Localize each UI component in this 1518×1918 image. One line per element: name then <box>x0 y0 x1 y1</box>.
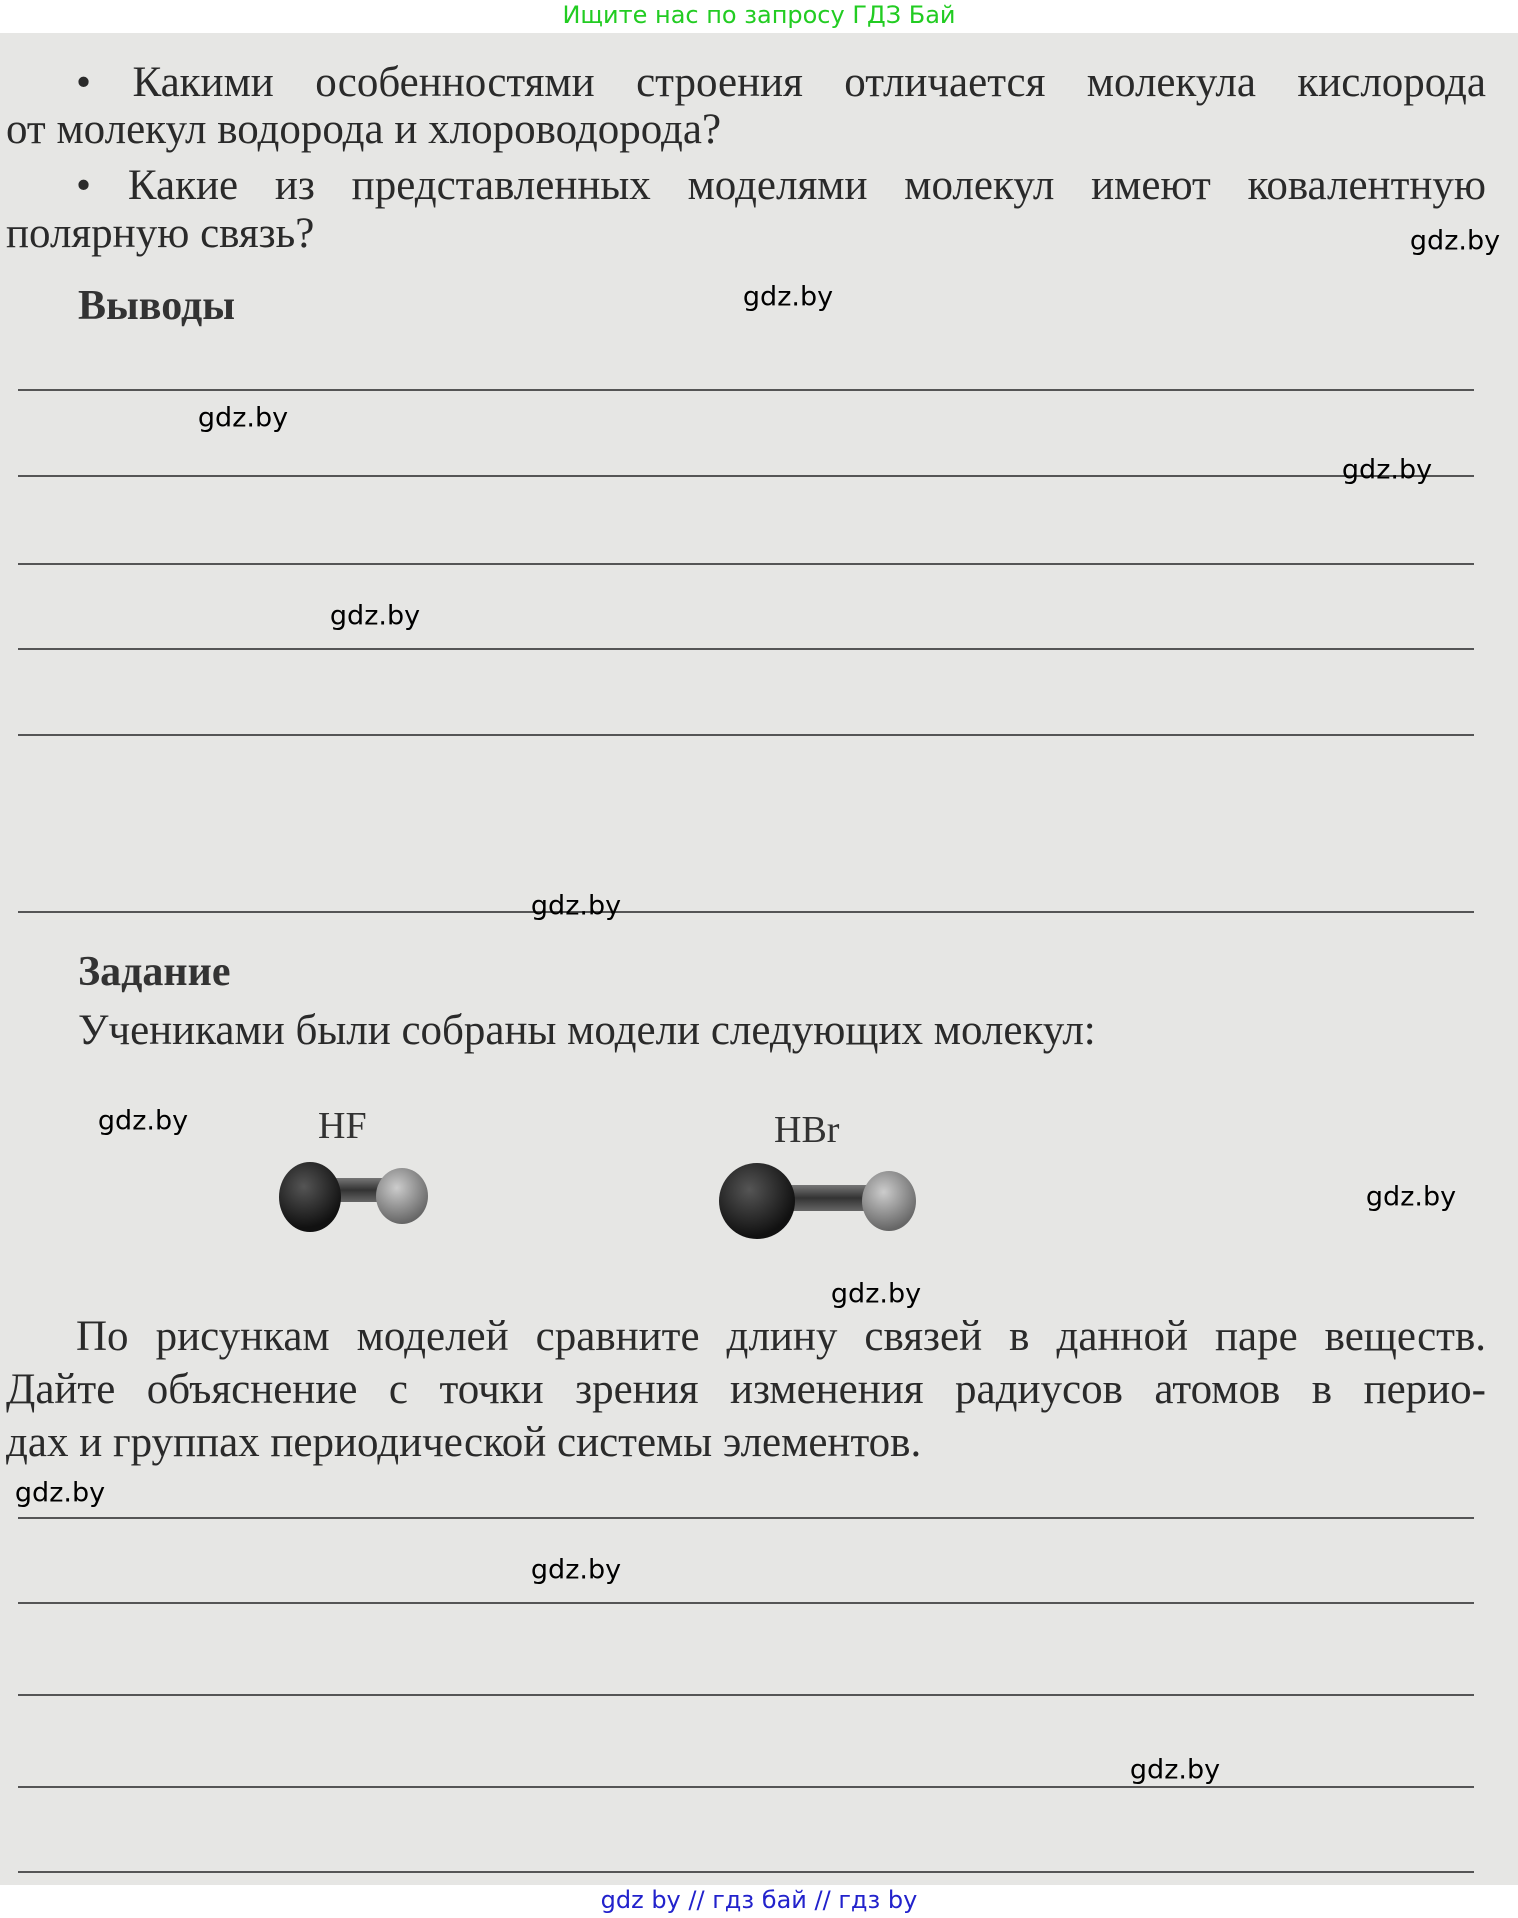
task-text-line-1: По рисункам моделей сравните длину связей в данной паре веществ. <box>76 1313 1486 1360</box>
answer-line[interactable] <box>18 1602 1474 1604</box>
watermark: gdz.by <box>14 1477 106 1509</box>
answer-line[interactable] <box>18 648 1474 650</box>
answer-line[interactable] <box>18 1871 1474 1873</box>
task-text-line-2: Дайте объяснение с точки зрения изменения радиусов атомов в перио- <box>6 1366 1486 1413</box>
footer-banner <box>0 1885 1518 1918</box>
molecule-label-hf: HF <box>318 1105 367 1147</box>
question-2-line-2: полярную связь? <box>6 210 315 257</box>
watermark: gdz.by <box>742 281 834 313</box>
watermark: gdz.by <box>1341 454 1433 486</box>
answer-line[interactable] <box>18 1694 1474 1696</box>
answer-line[interactable] <box>18 1517 1474 1519</box>
answer-line[interactable] <box>18 734 1474 736</box>
watermark: gdz.by <box>329 600 421 632</box>
answer-line[interactable] <box>18 911 1474 913</box>
watermark: gdz.by <box>1365 1181 1457 1213</box>
conclusions-heading: Выводы <box>78 283 236 329</box>
answer-line[interactable] <box>18 475 1474 477</box>
molecule-label-hbr: HBr <box>774 1109 840 1151</box>
task-intro: Учениками были собраны модели следующих молекул: <box>78 1007 1096 1054</box>
fluorine-atom <box>279 1162 341 1232</box>
watermark: gdz.by <box>1409 225 1501 257</box>
question-1-line-2: от молекул водорода и хлороводорода? <box>6 106 722 153</box>
top-banner <box>0 0 1518 33</box>
watermark: gdz.by <box>1129 1754 1221 1786</box>
watermark: gdz.by <box>197 402 289 434</box>
answer-line[interactable] <box>18 389 1474 391</box>
question-2-line-1: • Какие из представленных моделями молекул имеют ковалентную <box>76 162 1486 209</box>
watermark: gdz.by <box>830 1278 922 1310</box>
watermark: gdz.by <box>530 890 622 922</box>
question-1-line-1: • Какими особенностями строения отличается молекула кислорода <box>76 59 1486 106</box>
watermark: gdz.by <box>97 1105 189 1137</box>
footer-banner-text: gdz by // гдз бай // гдз by <box>600 1886 918 1914</box>
watermark: gdz.by <box>530 1554 622 1586</box>
bromine-atom <box>719 1163 795 1239</box>
answer-line[interactable] <box>18 1786 1474 1788</box>
hydrogen-atom <box>376 1168 428 1224</box>
answer-line[interactable] <box>18 563 1474 565</box>
hydrogen-atom <box>862 1171 916 1231</box>
top-banner-text: Ищите нас по запросу ГДЗ Бай <box>562 1 956 29</box>
task-heading: Задание <box>78 949 231 995</box>
task-text-line-3: дах и группах периодической системы элементов. <box>6 1419 922 1466</box>
